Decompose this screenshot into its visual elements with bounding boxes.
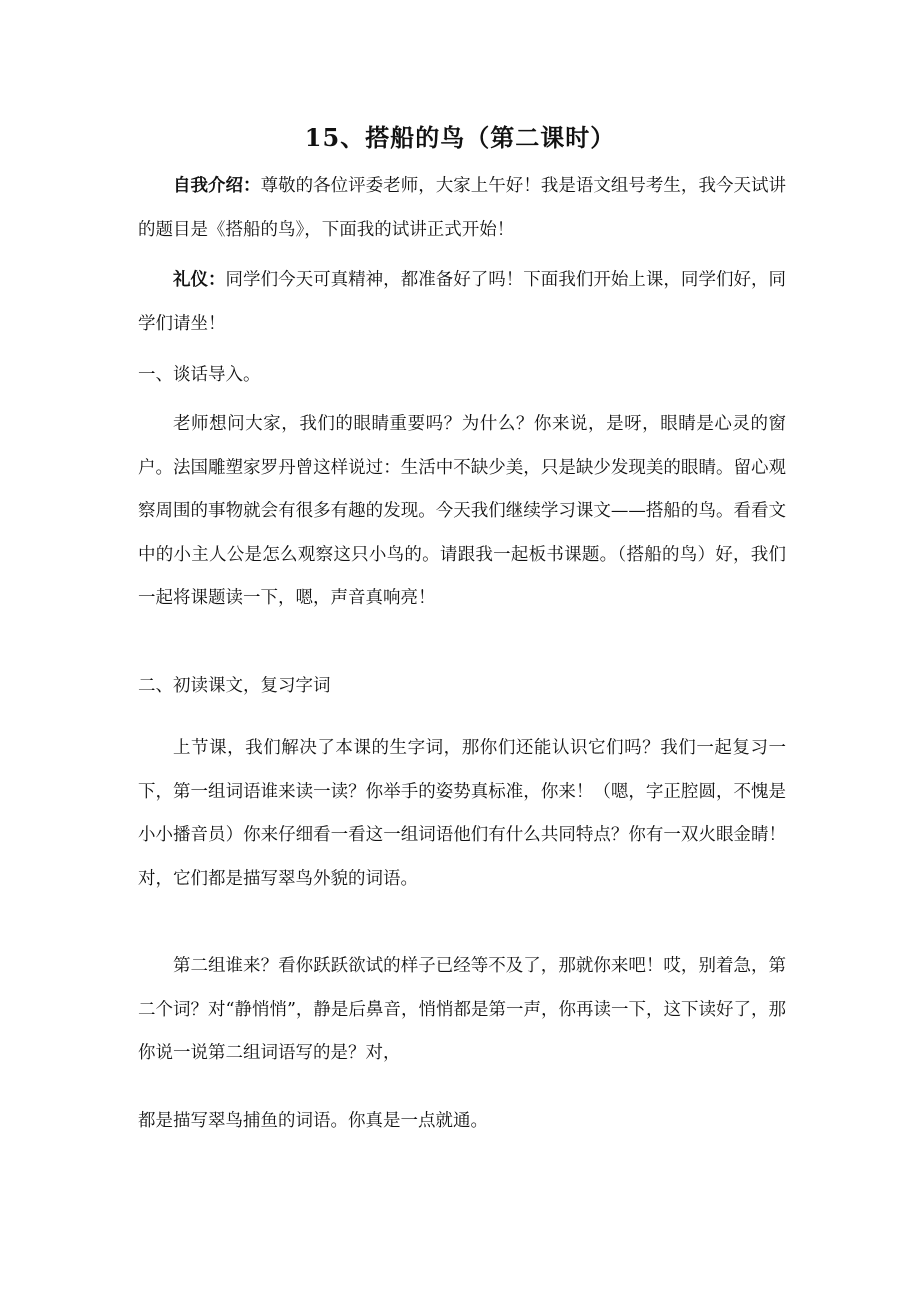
document-title: 15、搭船的鸟（第二课时） [304,123,616,152]
intro-paragraph [138,165,786,252]
intro-text: 尊敬的各位评委老师，大家上午好！我是语文组号考生，我今天试讲的题目是《搭船的鸟》，下面我的试讲正式开始！ [138,176,787,240]
etiquette-paragraph [138,259,786,346]
section1-paragraph: 老师想问大家，我们的眼睛重要吗？为什么？你来说，是呀，眼睛是心灵的窗户。法国雕塑家罗丹曾这样说过：生活中不缺少美，只是缺少发现美的眼睛。留心观察周围的事物就会有很多有趣的发现。今天我们继续学习课文——搭船的鸟。看看文中的小主人公是怎么观察这只小鸟的。请跟我一起板书课题。（搭船的鸟）好，我们一起将课题读一下，嗯，声音真响亮！ [138,414,786,608]
section2-paragraph-3: 都是描写翠鸟捕鱼的词语。你真是一点就通。 [138,1111,488,1131]
etiquette-label: 礼仪： [173,270,226,290]
intro-label: 自我介绍： [173,176,261,196]
section2-heading: 二、初读课文，复习字词 [138,676,331,696]
section1-heading: 一、谈话导入。 [138,365,261,385]
section2-paragraph-1: 上节课，我们解决了本课的生字词，那你们还能认识它们吗？我们一起复习一下，第一组词语谁来读一读？你举手的姿势真标准，你来！（嗯，字正腔圆，不愧是小小播音员）你来仔细看一看这一组词语他们有什么共同特点？你有一双火眼金睛！对，它们都是描写翠鸟外貌的词语。 [138,738,786,889]
etiquette-text: 同学们今天可真精神，都准备好了吗！下面我们开始上课，同学们好，同学们请坐！ [138,270,787,334]
section2-paragraph-2: 第二组谁来？看你跃跃欲试的样子已经等不及了，那就你来吧！哎，别着急，第二个词？对“静悄悄”，静是后鼻音，悄悄都是第一声，你再读一下，这下读好了，那你说一说第二组词语写的是？对， [138,956,786,1063]
